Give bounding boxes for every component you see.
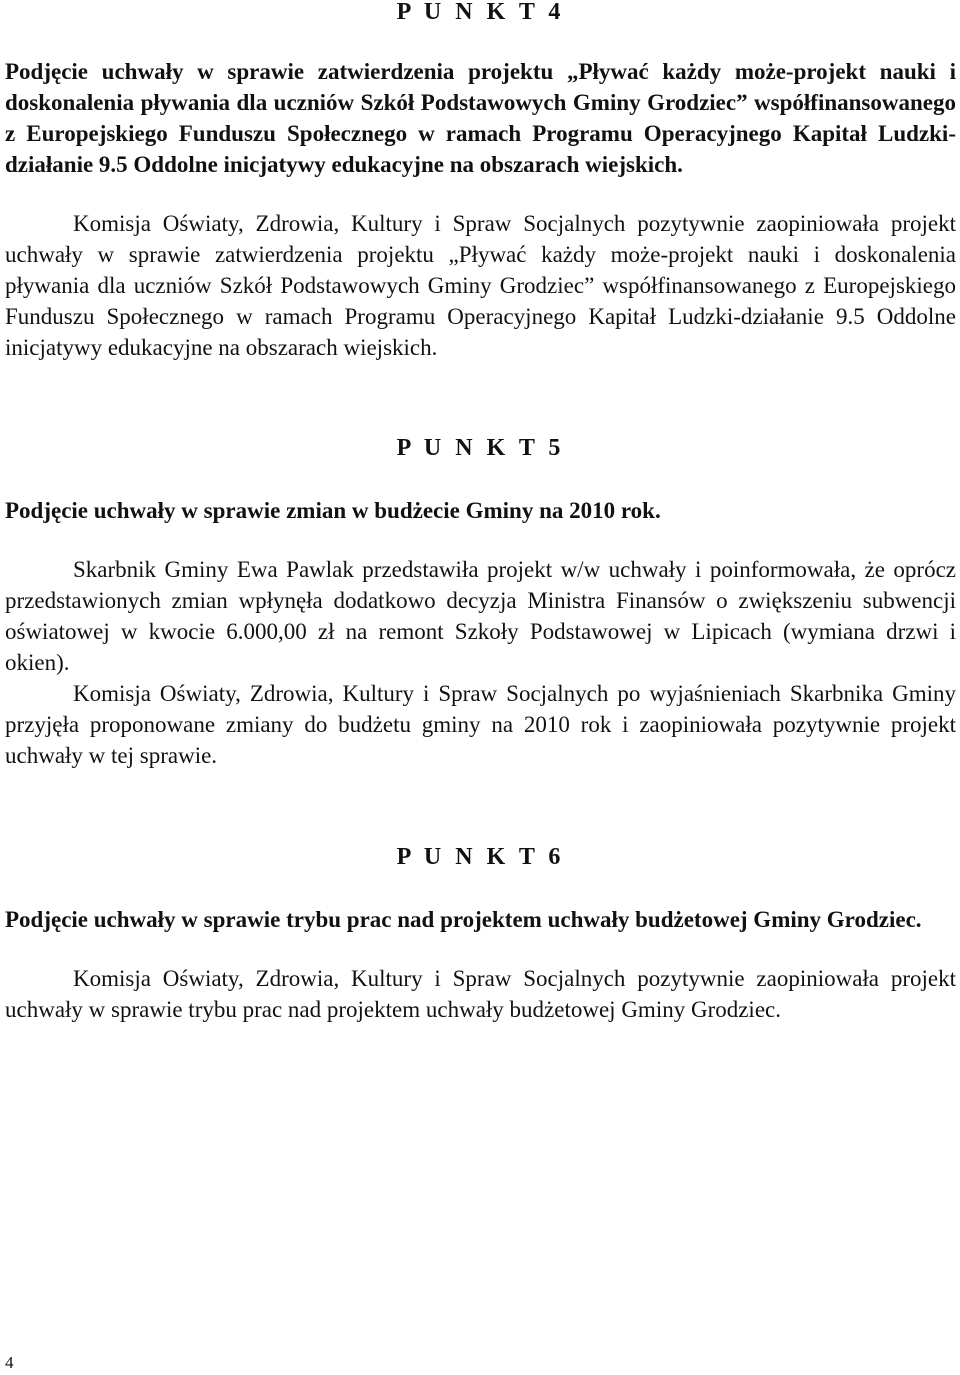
section-subject-punkt-4: Podjęcie uchwały w sprawie zatwierdzenia projektu „Pływać każdy może-projekt nauki i doskonalenia pływania dla uczniów Szkół Podstawowych Gminy Grodziec” współfinansowanego z Europejskiego Funduszu Społecznego w ramach Programu Operacyjnego Kapitał Ludzki-działanie 9.5 Oddolne inicjatywy edukacyjne na obszarach wiejskich. bbox=[5, 59, 956, 177]
section-paragraph: Komisja Oświaty, Zdrowia, Kultury i Spraw Socjalnych pozytywnie zaopiniowała projekt uchwały w sprawie zatwierdzenia projektu „Pływać każdy może-projekt nauki i doskonalenia pływania dla uczniów Szkół Podstawowych Gminy Grodziec” współfinansowanego z Europejskiego Funduszu Społecznego w ramach Programu Operacyjnego Kapitał Ludzki-działanie 9.5 Oddolne inicjatywy edukacyjne na obszarach wiejskich. bbox=[5, 211, 956, 360]
section-paragraph: Komisja Oświaty, Zdrowia, Kultury i Spraw Socjalnych pozytywnie zaopiniowała projekt uchwały w sprawie trybu prac nad projektem uchwały budżetowej Gminy Grodziec. bbox=[5, 966, 956, 1022]
section-paragraph: Skarbnik Gminy Ewa Pawlak przedstawiła projekt w/w uchwały i poinformowała, że oprócz przedstawionych zmian wpłynęła dodatkowo decyzja Ministra Finansów o zwiększeniu subwencji oświatowej w kwocie 6.000,00 zł na remont Szkoły Podstawowej w Lipicach (wymiana drzwi i okien). bbox=[5, 557, 956, 675]
document-page bbox=[5, 0, 956, 1025]
section-heading-punkt-5: P U N K T 5 bbox=[396, 435, 565, 461]
page-number: 4 bbox=[5, 1353, 14, 1372]
section-paragraph: Komisja Oświaty, Zdrowia, Kultury i Spraw Socjalnych po wyjaśnieniach Skarbnika Gminy przyjęła proponowane zmiany do budżetu gminy na 2010 rok i zaopiniowała pozytywnie projekt uchwały w tej sprawie. bbox=[5, 681, 956, 768]
section-heading-punkt-6: P U N K T 6 bbox=[396, 844, 565, 870]
section-heading-punkt-4: P U N K T 4 bbox=[396, 0, 565, 25]
section-subject-punkt-6: Podjęcie uchwały w sprawie trybu prac nad projektem uchwały budżetowej Gminy Grodziec. bbox=[5, 907, 922, 932]
section-subject-punkt-5: Podjęcie uchwały w sprawie zmian w budżecie Gminy na 2010 rok. bbox=[5, 498, 661, 523]
